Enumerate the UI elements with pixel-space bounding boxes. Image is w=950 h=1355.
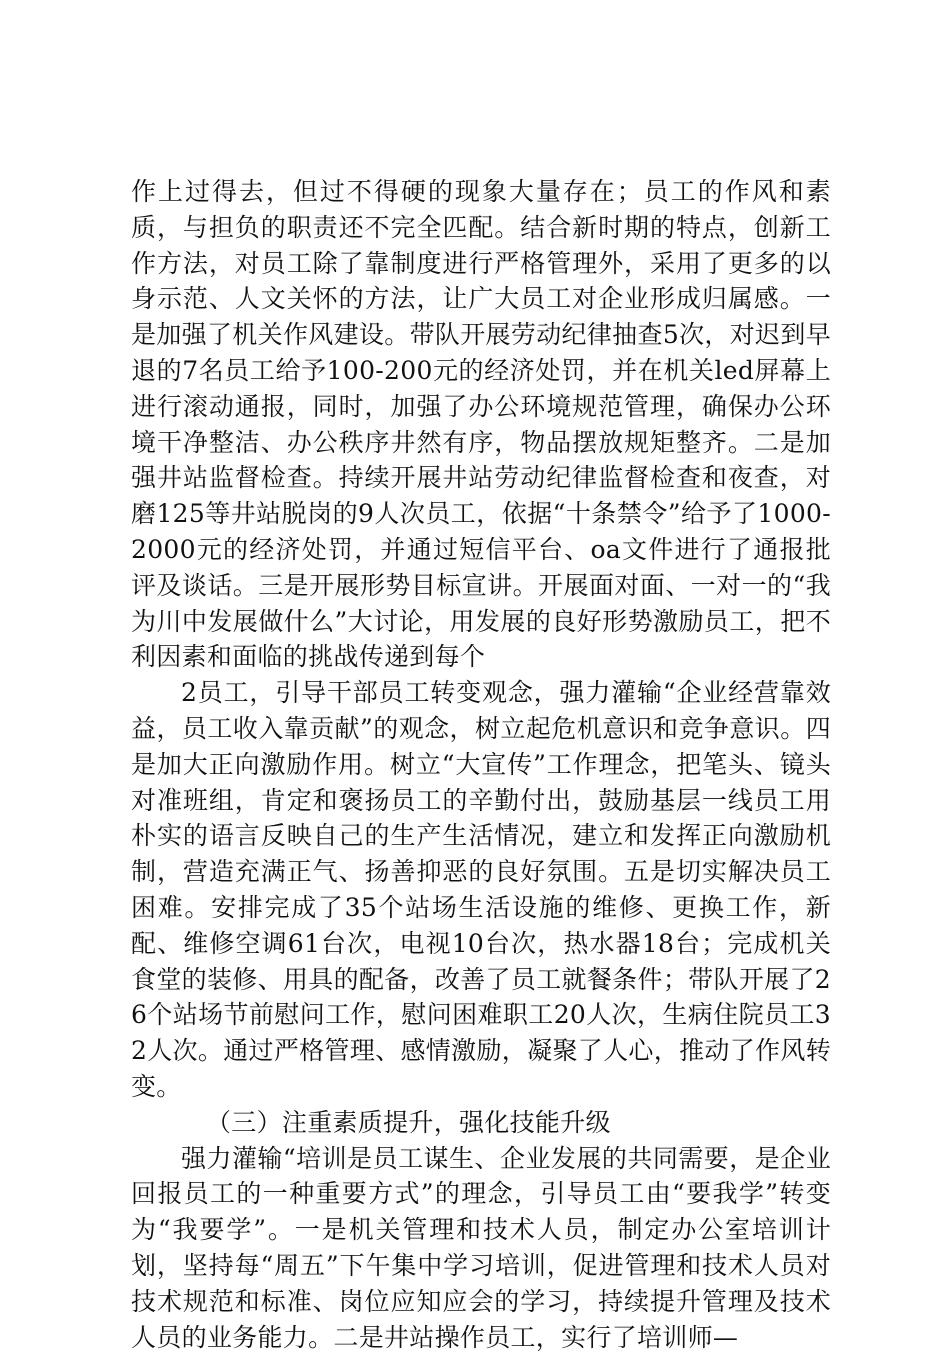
section-heading: （三）注重素质提升，强化技能升级	[206, 1107, 611, 1137]
document-body	[131, 174, 831, 1355]
body-paragraph-1: 作上过得去，但过不得硬的现象大量存在；员工的作风和素质，与担负的职责还不完全匹配。结合新时期的特点，创新工作方法，对员工除了靠制度进行严格管理外，采用了更多的以身示范、人文关怀的方法，让广大员工对企业形成归属感。一是加强了机关作风建设。带队开展劳动纪律抽查5次，对迟到早退的7名员工给予100-200元的经济处罚，并在机关led屏幕上进行滚动通报，同时，加强了办公环境规范管理，确保办公环境干净整洁、办公秩序井然有序，物品摆放规矩整齐。二是加强井站监督检查。持续开展井站劳动纪律监督检查和夜查，对磨125等井站脱岗的9人次员工，依据“十条禁令”给予了1000-2000元的经济处罚，并通过短信平台、oa文件进行了通报批评及谈话。三是开展形势目标宣讲。开展面对面、一对一的“我为川中发展做什么”大讨论，用发展的良好形势激励员工，把不利因素和面临的挑战传递到每个	[131, 177, 831, 672]
body-paragraph-3: 强力灌输“培训是员工谋生、企业发展的共同需要，是企业回报员工的一种重要方式”的理念，引导员工由“要我学”转变为“我要学”。一是机关管理和技术人员，制定办公室培训计划，坚持每“周五”下午集中学习培训，促进管理和技术人员对技术规范和标准、岗位应知应会的学习，持续提升管理及技术人员的业务能力。二是井站操作员工，实行了培训师—	[131, 1143, 831, 1352]
body-paragraph-2: 2员工，引导干部员工转变观念，强力灌输“企业经营靠效益，员工收入靠贡献”的观念，树立起危机意识和竞争意识。四是加大正向激励作用。树立“大宣传”工作理念，把笔头、镜头对准班组，肯定和褒扬员工的辛勤付出，鼓励基层一线员工用朴实的语言反映自己的生产生活情况，建立和发挥正向激励机制，营造充满正气、扬善抑恶的良好氛围。五是切实解决员工困难。安排完成了35个站场生活设施的维修、更换工作，新配、维修空调61台次，电视10台次，热水器18台；完成机关食堂的装修、用具的配备，改善了员工就餐条件；带队开展了26个站场节前慰问工作，慰问困难职工20人次，生病住院员工32人次。通过严格管理、感情激励，凝聚了人心，推动了作风转变。	[131, 678, 831, 1101]
